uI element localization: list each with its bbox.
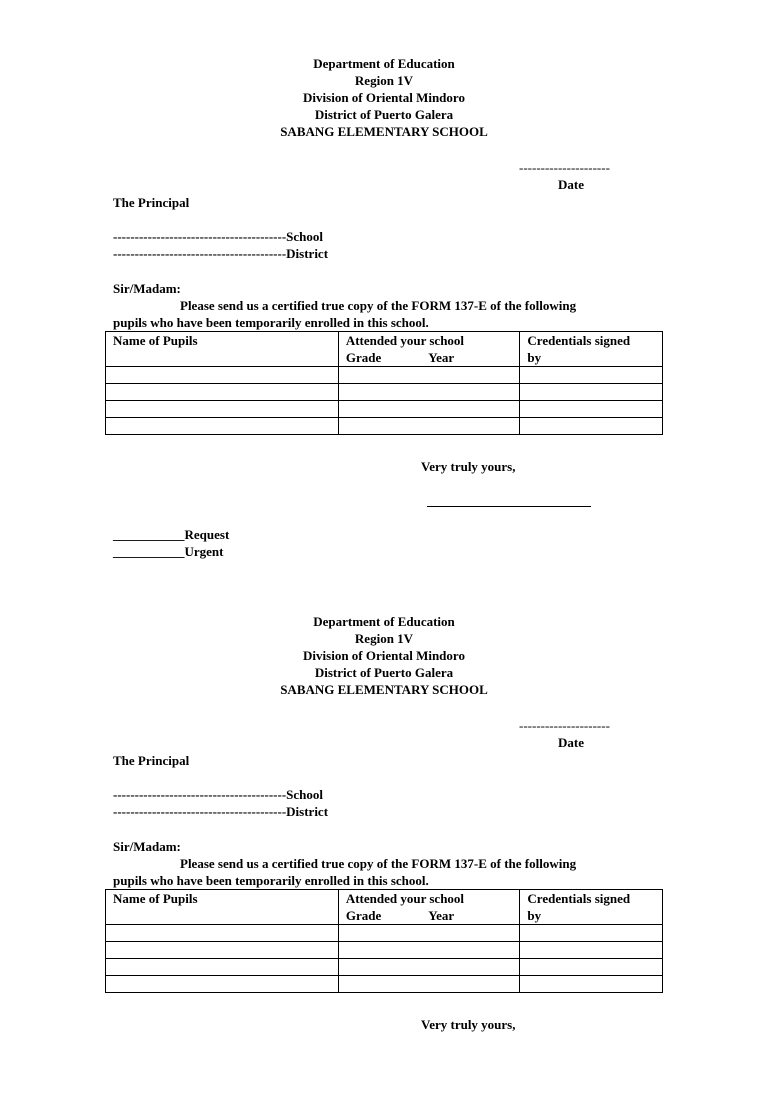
school-blank: ----------------------------------------School <box>113 787 324 802</box>
header-division: Division of Oriental Mindoro <box>303 648 465 663</box>
table-row[interactable] <box>106 401 663 418</box>
table-cell[interactable] <box>106 384 339 401</box>
table-header-row <box>106 332 663 367</box>
district-blank: ----------------------------------------District <box>113 804 329 819</box>
letter-header <box>0 55 768 140</box>
header-division: Division of Oriental Mindoro <box>303 90 465 105</box>
year-label: Year <box>428 908 455 923</box>
header-school: SABANG ELEMENTARY SCHOOL <box>280 124 488 139</box>
table-cell[interactable] <box>520 418 663 435</box>
table-row[interactable] <box>106 418 663 435</box>
table-cell[interactable] <box>338 925 520 942</box>
letter-header <box>0 613 768 698</box>
addressee: The Principal <box>113 753 190 768</box>
table-cell[interactable] <box>106 418 339 435</box>
table-row[interactable] <box>106 925 663 942</box>
table-cell[interactable] <box>520 976 663 993</box>
col-name-of-pupils: Name of Pupils <box>106 890 339 925</box>
date-blank: --------------------- <box>519 160 610 175</box>
col-attended-school <box>338 332 520 367</box>
urgent-option: ___________Urgent <box>113 544 224 559</box>
col-name-of-pupils: Name of Pupils <box>106 332 339 367</box>
header-district: District of Puerto Galera <box>314 665 454 680</box>
pupils-table <box>105 889 663 993</box>
table-cell[interactable] <box>338 942 520 959</box>
body-line-1: Please send us a certified true copy of the FORM 137-E of the following <box>180 856 577 871</box>
table-cell[interactable] <box>106 925 339 942</box>
table-cell[interactable] <box>338 401 520 418</box>
table-cell[interactable] <box>520 384 663 401</box>
table-row[interactable] <box>106 384 663 401</box>
salutation: Sir/Madam: <box>113 281 181 296</box>
pupils-table <box>105 331 663 435</box>
school-blank: ----------------------------------------School <box>113 229 324 244</box>
header-region: Region 1V <box>354 631 414 646</box>
date-label: Date <box>558 177 584 192</box>
header-region: Region 1V <box>354 73 414 88</box>
table-cell[interactable] <box>106 942 339 959</box>
col-attended-school <box>338 890 520 925</box>
grade-label: Grade <box>345 908 382 923</box>
table-row[interactable] <box>106 976 663 993</box>
table-cell[interactable] <box>520 925 663 942</box>
table-cell[interactable] <box>338 976 520 993</box>
header-school: SABANG ELEMENTARY SCHOOL <box>280 682 488 697</box>
table-row[interactable] <box>106 959 663 976</box>
col-credentials-label: Credentials signed <box>527 333 631 348</box>
signature-line <box>427 506 591 507</box>
year-label: Year <box>428 350 455 365</box>
col-credentials-by: by <box>527 350 542 365</box>
table-row[interactable] <box>106 367 663 384</box>
table-cell[interactable] <box>338 418 520 435</box>
request-option: ___________Request <box>113 527 230 542</box>
col-attended-label: Attended your school <box>345 891 465 906</box>
body-line-2: pupils who have been temporarily enrolled in this school. <box>113 315 429 330</box>
table-cell[interactable] <box>520 401 663 418</box>
addressee: The Principal <box>113 195 190 210</box>
table-cell[interactable] <box>520 959 663 976</box>
grade-year-labels <box>346 907 520 924</box>
salutation: Sir/Madam: <box>113 839 181 854</box>
table-cell[interactable] <box>338 367 520 384</box>
col-credentials-by: by <box>527 908 542 923</box>
col-attended-label: Attended your school <box>345 333 465 348</box>
table-cell[interactable] <box>106 401 339 418</box>
table-header-row <box>106 890 663 925</box>
header-department: Department of Education <box>313 56 455 71</box>
table-cell[interactable] <box>520 942 663 959</box>
district-blank: ----------------------------------------District <box>113 246 329 261</box>
col-credentials <box>520 890 663 925</box>
grade-label: Grade <box>345 350 382 365</box>
table-cell[interactable] <box>106 976 339 993</box>
table-cell[interactable] <box>106 959 339 976</box>
col-credentials-label: Credentials signed <box>527 891 631 906</box>
closing: Very truly yours, <box>421 1017 516 1032</box>
date-label: Date <box>558 735 584 750</box>
request-form-2 <box>0 558 768 1118</box>
body-line-2: pupils who have been temporarily enrolled in this school. <box>113 873 429 888</box>
table-cell[interactable] <box>106 367 339 384</box>
table-row[interactable] <box>106 942 663 959</box>
table-cell[interactable] <box>520 367 663 384</box>
header-department: Department of Education <box>313 614 455 629</box>
closing: Very truly yours, <box>421 459 516 474</box>
table-cell[interactable] <box>338 384 520 401</box>
body-line-1: Please send us a certified true copy of the FORM 137-E of the following <box>180 298 577 313</box>
header-district: District of Puerto Galera <box>314 107 454 122</box>
col-credentials <box>520 332 663 367</box>
table-cell[interactable] <box>338 959 520 976</box>
grade-year-labels <box>346 349 520 366</box>
date-blank: --------------------- <box>519 718 610 733</box>
